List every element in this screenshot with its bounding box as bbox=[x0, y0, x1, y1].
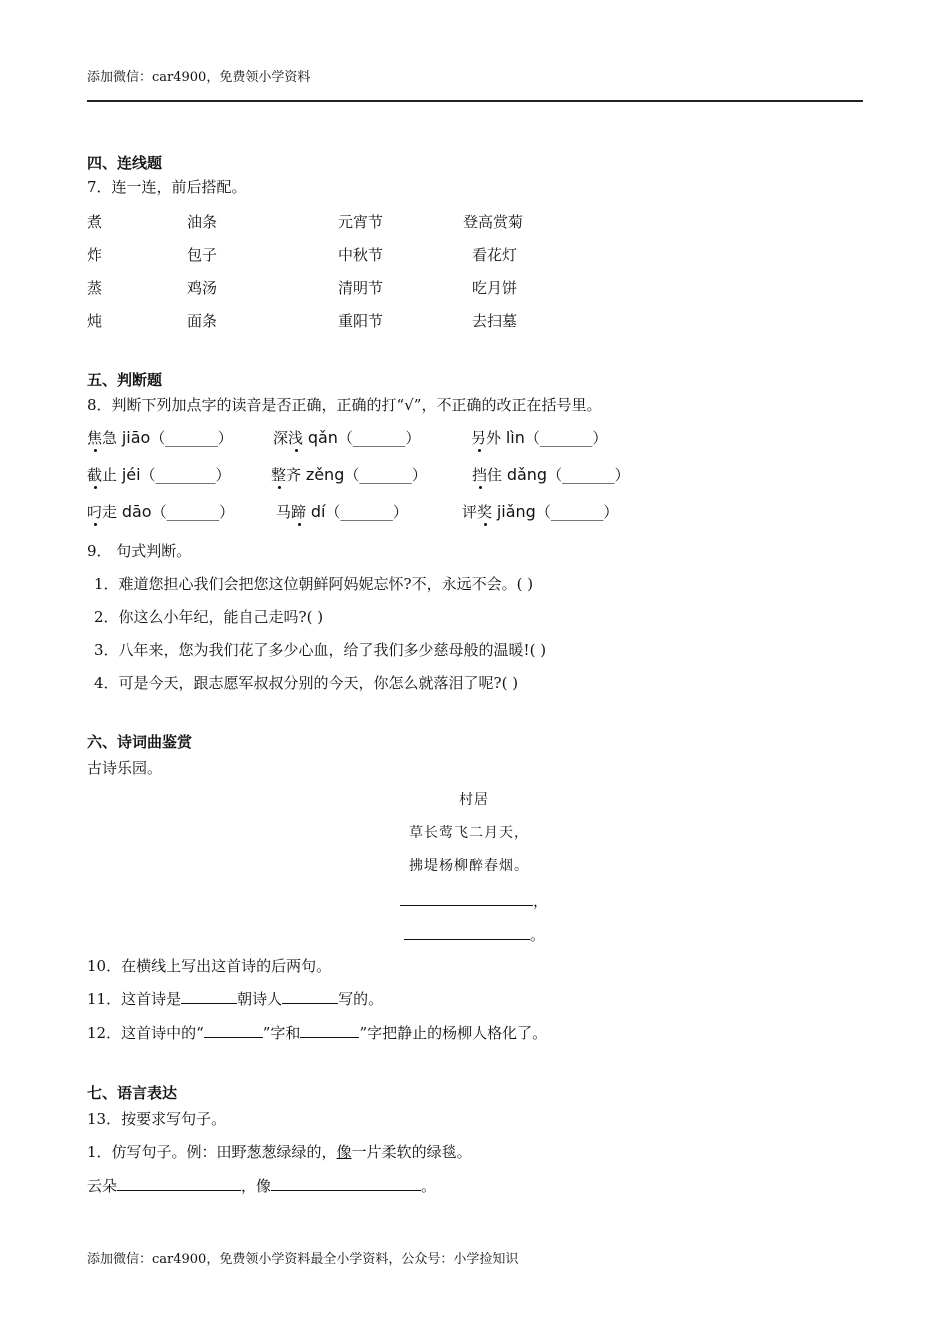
pinyin-item: 叼走 dāo（_______） bbox=[87, 502, 235, 521]
poem-line: 草长莺飞二月天， bbox=[409, 825, 529, 841]
pinyin: zěng bbox=[305, 465, 345, 484]
match-col1-item[interactable]: 蒸 bbox=[87, 279, 103, 297]
dotted-char: 浅 bbox=[288, 429, 304, 447]
pinyin: lìn bbox=[505, 428, 525, 447]
section-6-title: 六、诗词曲鉴赏 bbox=[87, 733, 193, 751]
pinyin-item: 深浅 qǎn（_______） bbox=[273, 428, 421, 447]
fill-blank[interactable] bbox=[282, 989, 338, 1004]
pinyin-item: 另外 lìn（_______） bbox=[471, 428, 608, 447]
fill-blank[interactable] bbox=[404, 925, 530, 940]
pinyin: qǎn bbox=[307, 428, 338, 447]
answer-blank[interactable]: （_______） bbox=[535, 503, 619, 521]
dotted-char: 焦 bbox=[87, 429, 103, 447]
pinyin-item: 截止 jéi（________） bbox=[87, 465, 231, 484]
dotted-char: 蹄 bbox=[291, 503, 307, 521]
answer-blank[interactable]: （_______） bbox=[325, 503, 408, 521]
dotted-char: 截 bbox=[87, 466, 103, 484]
match-col4-item[interactable]: 登高赏菊 bbox=[463, 213, 524, 231]
section-7-title: 七、语言表达 bbox=[87, 1084, 178, 1102]
dotted-char: 奖 bbox=[477, 503, 493, 521]
question-11: 11．这首诗是 朝诗人 写的。 bbox=[87, 990, 384, 1008]
sentence-judgement-item[interactable]: 1．难道您担心我们会把您这位朝鲜阿妈妮忘怀?不，永远不会。( ) bbox=[94, 575, 534, 593]
poem-line: 拂堤杨柳醉春烟。 bbox=[409, 858, 529, 874]
match-col3-item[interactable]: 清明节 bbox=[338, 279, 384, 297]
match-col2-item[interactable]: 油条 bbox=[187, 213, 218, 231]
fill-blank[interactable] bbox=[181, 989, 237, 1004]
pinyin-item: 焦急 jiāo（_______） bbox=[87, 428, 233, 447]
fill-blank[interactable] bbox=[204, 1023, 263, 1038]
fill-blank[interactable] bbox=[300, 1023, 359, 1038]
pinyin: dāo bbox=[121, 502, 152, 521]
pinyin: jiǎng bbox=[496, 502, 536, 521]
pinyin-item: 评奖 jiǎng（_______） bbox=[462, 502, 619, 521]
question-7: 7．连一连，前后搭配。 bbox=[87, 178, 247, 196]
answer-blank[interactable]: （_______） bbox=[344, 466, 427, 484]
answer-blank[interactable]: （_______） bbox=[524, 429, 608, 447]
question-8: 8．判断下列加点字的读音是否正确，正确的打“√”，不正确的改正在括号里。 bbox=[87, 396, 602, 414]
pinyin: dí bbox=[310, 502, 326, 521]
answer-blank[interactable]: （_______） bbox=[547, 466, 630, 484]
match-col3-item[interactable]: 重阳节 bbox=[338, 312, 384, 330]
poem-title: 村居 bbox=[459, 792, 489, 808]
imitation-fill-line: 云朵 ，像 。 bbox=[87, 1177, 437, 1195]
match-col1-item[interactable]: 炖 bbox=[87, 312, 103, 330]
match-col4-item[interactable]: 吃月饼 bbox=[472, 279, 518, 297]
match-col1-item[interactable]: 煮 bbox=[87, 213, 103, 231]
poem-intro: 古诗乐园。 bbox=[87, 759, 163, 777]
answer-blank[interactable]: （_______） bbox=[337, 429, 421, 447]
match-col3-item[interactable]: 元宵节 bbox=[338, 213, 384, 231]
question-10: 10．在横线上写出这首诗的后两句。 bbox=[87, 957, 332, 975]
pinyin: jéi bbox=[121, 465, 141, 484]
page-footer: 添加微信：car4900，免费领小学资料最全小学资料，公众号：小学捡知识 bbox=[87, 1252, 519, 1267]
section-4-title: 四、连线题 bbox=[87, 154, 163, 172]
match-col4-item[interactable]: 去扫墓 bbox=[472, 312, 518, 330]
header-divider bbox=[87, 100, 863, 102]
match-col4-item[interactable]: 看花灯 bbox=[472, 246, 518, 264]
dotted-char: 叼 bbox=[87, 503, 103, 521]
answer-blank[interactable]: （_______） bbox=[150, 429, 233, 447]
dotted-char: 整 bbox=[271, 466, 287, 484]
page-header: 添加微信：car4900，免费领小学资料 bbox=[87, 70, 311, 85]
sentence-judgement-item[interactable]: 3．八年来，您为我们花了多少心血，给了我们多少慈母般的温暖!( ) bbox=[94, 641, 547, 659]
pinyin: jiāo bbox=[121, 428, 151, 447]
question-13: 13．按要求写句子。 bbox=[87, 1110, 227, 1128]
sentence-judgement-item[interactable]: 2．你这么小年纪，能自己走吗?( ) bbox=[94, 608, 324, 626]
fill-blank[interactable] bbox=[400, 891, 533, 906]
pinyin: dǎng bbox=[506, 465, 548, 484]
dotted-char: 另 bbox=[471, 429, 487, 447]
poem-blank-line[interactable]: ， bbox=[400, 890, 548, 911]
pinyin-item: 整齐 zěng（_______） bbox=[271, 465, 427, 484]
match-col1-item[interactable]: 炸 bbox=[87, 246, 103, 264]
sentence-judgement-item[interactable]: 4．可是今天，跟志愿军叔叔分别的今天，你怎么就落泪了呢?( ) bbox=[94, 674, 519, 692]
question-12: 12．这首诗中的“ ”字和 ”字把静止的杨柳人格化了。 bbox=[87, 1024, 548, 1042]
answer-blank[interactable]: （________） bbox=[140, 466, 231, 484]
question-9: 9． 句式判断。 bbox=[87, 542, 192, 560]
match-col3-item[interactable]: 中秋节 bbox=[338, 246, 384, 264]
poem-blank-line[interactable]: 。 bbox=[404, 924, 545, 945]
dotted-char: 挡 bbox=[472, 466, 488, 484]
answer-blank[interactable]: （_______） bbox=[151, 503, 235, 521]
fill-blank[interactable] bbox=[271, 1176, 421, 1191]
pinyin-item: 挡住 dǎng（_______） bbox=[472, 465, 630, 484]
pinyin-item: 马蹄 dí（_______） bbox=[276, 502, 408, 521]
match-col2-item[interactable]: 面条 bbox=[187, 312, 218, 330]
match-col2-item[interactable]: 鸡汤 bbox=[187, 279, 218, 297]
imitation-example: 1．仿写句子。例：田野葱葱绿绿的，像一片柔软的绿毯。 bbox=[87, 1143, 472, 1161]
section-5-title: 五、判断题 bbox=[87, 371, 163, 389]
fill-blank[interactable] bbox=[117, 1176, 241, 1191]
match-col2-item[interactable]: 包子 bbox=[187, 246, 218, 264]
